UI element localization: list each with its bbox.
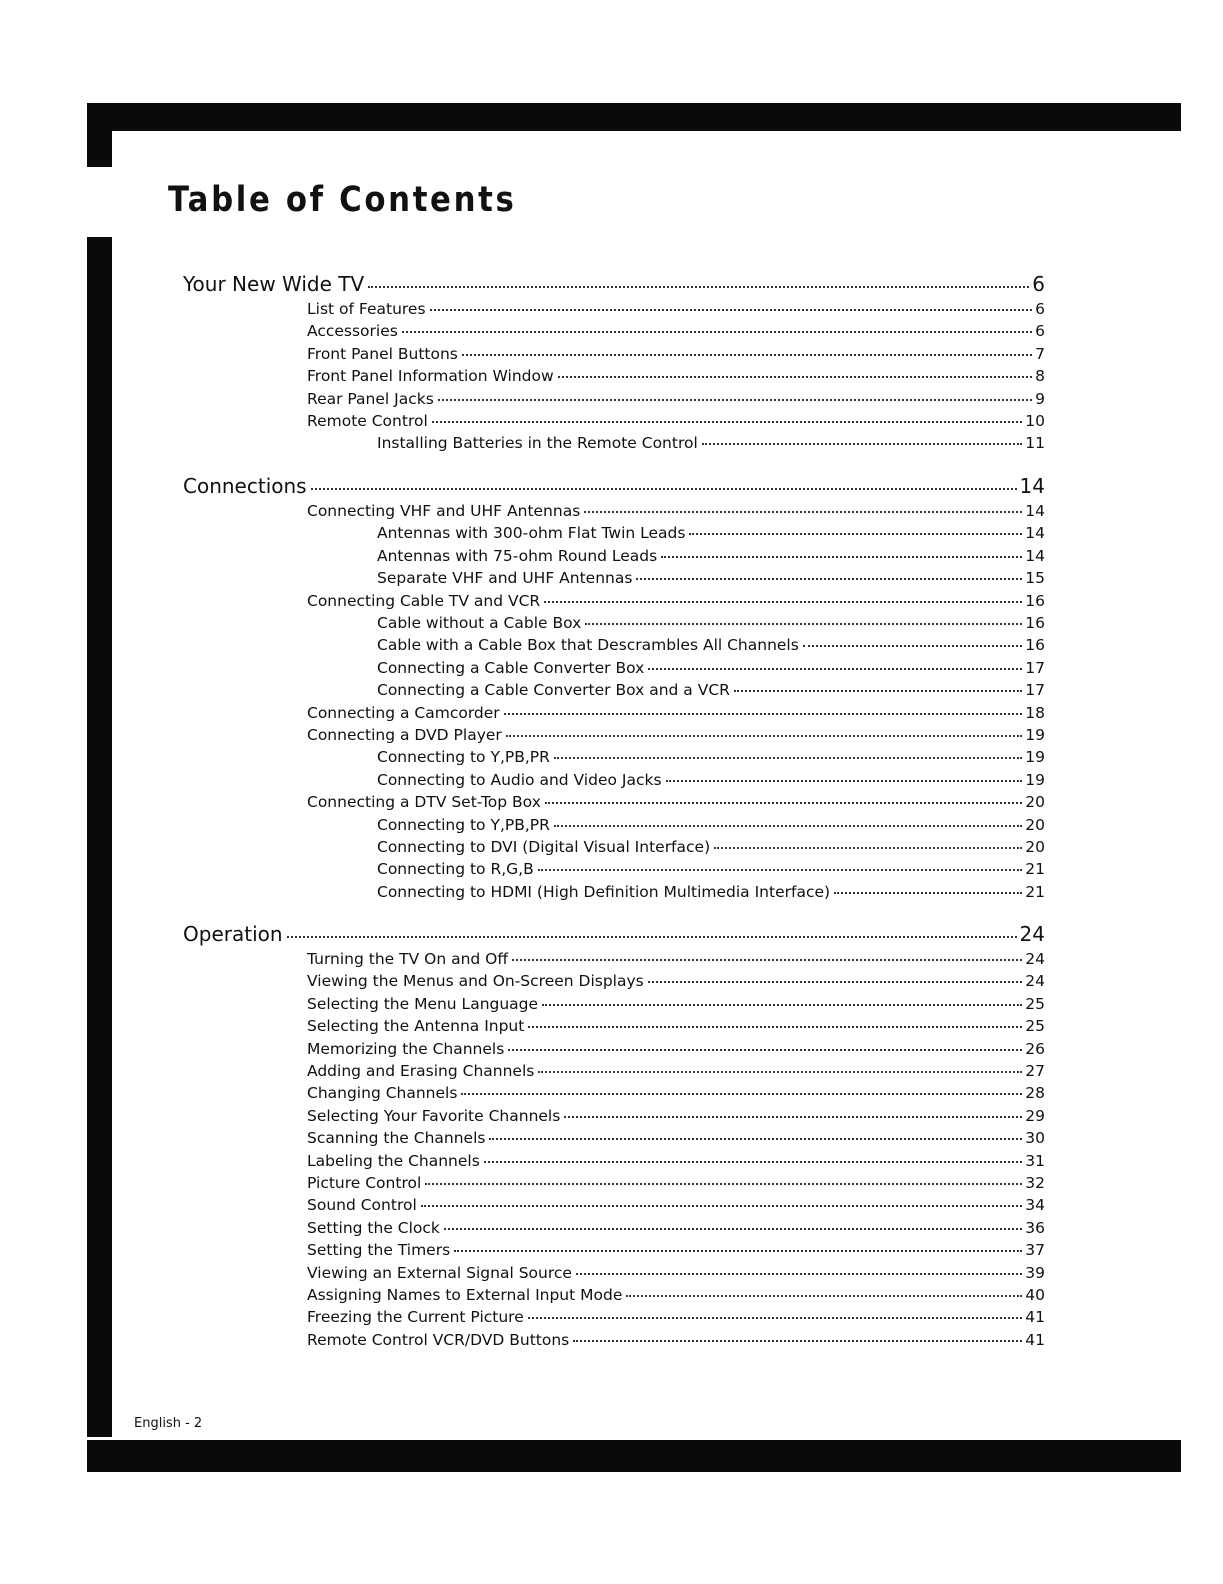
toc-leader-dots (714, 847, 1022, 849)
toc-entry-page: 41 (1025, 1308, 1045, 1327)
toc-entry[interactable] (307, 502, 1045, 524)
toc-leader-dots (626, 1295, 1022, 1297)
toc-entry-page: 36 (1025, 1218, 1045, 1237)
toc-entry-title: Accessories (307, 322, 398, 341)
toc-entry[interactable] (307, 1084, 1045, 1106)
toc-entry[interactable] (307, 1040, 1045, 1062)
toc-section[interactable] (183, 474, 1045, 500)
toc-entry[interactable] (377, 547, 1045, 569)
toc-entry-page: 21 (1025, 882, 1045, 901)
toc-entry-title: Connecting a Cable Converter Box (377, 658, 645, 677)
toc-entry[interactable] (307, 1286, 1045, 1308)
toc-entry-page: 6 (1035, 300, 1045, 318)
toc-entry-page: 41 (1025, 1330, 1045, 1349)
toc-entry-page: 16 (1025, 614, 1045, 632)
footer-bar (87, 1440, 1181, 1472)
left-edge-bar (87, 237, 112, 1437)
toc-entry-page: 16 (1025, 636, 1045, 655)
toc-leader-dots (484, 1161, 1022, 1163)
toc-entry-title: Connecting a DVD Player (307, 726, 502, 744)
toc-entry-page: 26 (1025, 1039, 1045, 1058)
toc-leader-dots (636, 578, 1022, 580)
toc-leader-dots (834, 892, 1022, 894)
toc-entry-title: Turning the TV On and Off (307, 950, 509, 968)
toc-entry[interactable] (307, 1196, 1045, 1218)
toc-entry[interactable] (307, 1331, 1045, 1353)
toc-entry-title: Connecting a Camcorder (307, 703, 500, 722)
toc-entry[interactable] (377, 569, 1045, 591)
toc-entry-page: 28 (1025, 1084, 1045, 1103)
toc-leader-dots (584, 511, 1022, 513)
toc-entry[interactable] (377, 681, 1045, 703)
toc-entry-page: 24 (1025, 950, 1045, 968)
toc-entry-page: 15 (1025, 569, 1045, 588)
toc-entry-title: Connecting to R,G,B (377, 860, 534, 879)
toc-entry-title: Front Panel Information Window (307, 367, 554, 386)
toc-leader-dots (438, 399, 1032, 401)
toc-leader-dots (421, 1205, 1023, 1207)
toc-leader-dots (287, 936, 1017, 938)
toc-entry-title: Freezing the Current Picture (307, 1308, 524, 1327)
toc-entry-page: 31 (1025, 1151, 1045, 1170)
toc-entry[interactable] (377, 860, 1045, 882)
toc-entry-title: Scanning the Channels (307, 1129, 486, 1148)
toc-leader-dots (432, 421, 1023, 423)
toc-entry-page: 32 (1025, 1174, 1045, 1192)
toc-entry-page: 37 (1025, 1241, 1045, 1260)
toc-entry-page: 25 (1025, 1017, 1045, 1036)
toc-entry-title: Connecting a Cable Converter Box and a VCR (377, 681, 730, 700)
toc-entry-title: Rear Panel Jacks (307, 389, 434, 408)
left-edge-bar-top (87, 103, 112, 167)
toc-section-page: 14 (1019, 474, 1045, 498)
toc-entry-page: 10 (1025, 412, 1045, 430)
toc-section-title: Operation (183, 922, 283, 946)
toc-leader-dots (661, 556, 1022, 558)
toc-entry-page: 19 (1025, 770, 1045, 789)
toc-entry-page: 14 (1025, 546, 1045, 565)
toc-entry-page: 19 (1025, 748, 1045, 767)
toc-entry-title: Connecting VHF and UHF Antennas (307, 502, 581, 520)
toc-entry-page: 8 (1035, 367, 1045, 386)
toc-section-title: Connections (183, 474, 307, 498)
toc-leader-dots (545, 802, 1022, 804)
toc-entry-title: Separate VHF and UHF Antennas (377, 569, 633, 588)
toc-section[interactable] (183, 272, 1045, 298)
toc-entry-title: Remote Control (307, 412, 428, 430)
toc-leader-dots (462, 354, 1032, 356)
toc-entry-title: Connecting to Audio and Video Jacks (377, 770, 662, 789)
toc-entry[interactable] (307, 972, 1045, 994)
toc-entry-title: Viewing an External Signal Source (307, 1263, 572, 1282)
toc-leader-dots (689, 533, 1022, 535)
toc-entry[interactable] (307, 412, 1045, 434)
toc-leader-dots (558, 376, 1032, 378)
toc-entry-page: 20 (1025, 815, 1045, 834)
toc-entry[interactable] (377, 816, 1045, 838)
toc-leader-dots (734, 690, 1022, 692)
toc-entry[interactable] (307, 793, 1045, 815)
toc-section-title: Your New Wide TV (183, 272, 365, 296)
toc-leader-dots (368, 286, 1029, 288)
toc-section-page: 24 (1019, 922, 1045, 946)
toc-entry-title: Setting the Clock (307, 1218, 440, 1237)
toc-leader-dots (538, 1071, 1022, 1073)
toc-leader-dots (528, 1317, 1023, 1319)
toc-entry-title: Connecting a DTV Set-Top Box (307, 793, 541, 812)
toc-section[interactable] (183, 922, 1045, 948)
toc-entry[interactable] (307, 1152, 1045, 1174)
toc-entry-page: 11 (1025, 434, 1045, 453)
toc-entry[interactable] (307, 704, 1045, 726)
toc-entry-title: Connecting to DVI (Digital Visual Interface) (377, 838, 711, 856)
toc-entry-page: 18 (1025, 703, 1045, 722)
page-title: Table of Contents (168, 180, 517, 220)
toc-leader-dots (585, 623, 1022, 625)
toc-leader-dots (544, 601, 1022, 603)
toc-leader-dots (528, 1026, 1022, 1028)
toc-entry[interactable] (307, 1129, 1045, 1151)
header-bar (87, 103, 1181, 131)
toc-entry-title: Picture Control (307, 1174, 422, 1192)
toc-entry[interactable] (307, 1107, 1045, 1129)
toc-entry-title: Labeling the Channels (307, 1151, 480, 1170)
toc-entry-title: Cable with a Cable Box that Descrambles All Channels (377, 636, 799, 655)
toc-leader-dots (554, 825, 1022, 827)
toc-entry-page: 24 (1025, 972, 1045, 991)
toc-entry[interactable] (307, 726, 1045, 748)
toc-leader-dots (576, 1273, 1022, 1275)
toc-leader-dots (508, 1049, 1022, 1051)
toc-leader-dots (538, 869, 1023, 871)
toc-entry-page: 27 (1025, 1062, 1045, 1080)
toc-leader-dots (803, 645, 1022, 647)
toc-entry-title: Sound Control (307, 1196, 417, 1215)
toc-entry[interactable] (377, 838, 1045, 860)
toc-entry-page: 20 (1025, 793, 1045, 812)
toc-leader-dots (461, 1093, 1022, 1095)
toc-entry-title: Setting the Timers (307, 1241, 451, 1260)
toc-entry-page: 17 (1025, 658, 1045, 677)
toc-entry-page: 9 (1035, 389, 1045, 408)
toc-entry[interactable] (307, 367, 1045, 389)
toc-entry-title: Remote Control VCR/DVD Buttons (307, 1330, 570, 1349)
toc-leader-dots (573, 1340, 1022, 1342)
toc-leader-dots (512, 959, 1022, 961)
toc-entry-page: 25 (1025, 994, 1045, 1013)
toc-entry-page: 29 (1025, 1106, 1045, 1125)
toc-entry[interactable] (307, 300, 1045, 322)
page-footer: English - 2 (134, 1416, 203, 1431)
toc-entry-title: Front Panel Buttons (307, 344, 458, 363)
toc-entry-page: 7 (1035, 344, 1045, 363)
toc-entry-title: Assigning Names to External Input Mode (307, 1286, 623, 1304)
toc-entry-title: Selecting Your Favorite Channels (307, 1106, 561, 1125)
toc-entry[interactable] (307, 1241, 1045, 1263)
toc-entry[interactable] (307, 1308, 1045, 1330)
toc-entry-title: Connecting to Y,PB,PR (377, 748, 550, 767)
toc-entry-title: Memorizing the Channels (307, 1039, 505, 1058)
toc-entry[interactable] (307, 345, 1045, 367)
toc-entry-page: 17 (1025, 681, 1045, 700)
toc-leader-dots (489, 1138, 1022, 1140)
toc-entry-title: Installing Batteries in the Remote Control (377, 434, 698, 453)
toc-leader-dots (666, 780, 1023, 782)
toc-entry-title: Cable without a Cable Box (377, 614, 582, 632)
toc-entry[interactable] (307, 592, 1045, 614)
toc-entry[interactable] (307, 1264, 1045, 1286)
toc-entry[interactable] (377, 748, 1045, 770)
toc-entry-title: Connecting to HDMI (High Definition Multimedia Interface) (377, 882, 831, 901)
toc-entry-page: 14 (1025, 502, 1045, 520)
toc-entry-page: 34 (1025, 1196, 1045, 1215)
toc-leader-dots (564, 1116, 1022, 1118)
toc-leader-dots (454, 1250, 1022, 1252)
toc-leader-dots (542, 1004, 1022, 1006)
toc-entry[interactable] (307, 995, 1045, 1017)
toc-leader-dots (504, 713, 1023, 715)
toc-leader-dots (648, 668, 1022, 670)
toc-leader-dots (444, 1228, 1022, 1230)
toc-entry-title: Adding and Erasing Channels (307, 1062, 535, 1080)
toc-leader-dots (425, 1183, 1022, 1185)
toc-leader-dots (311, 488, 1017, 490)
toc-entry[interactable] (307, 1174, 1045, 1196)
toc-entry[interactable] (377, 614, 1045, 636)
toc-entry-title: Selecting the Antenna Input (307, 1017, 525, 1036)
toc-entry[interactable] (377, 434, 1045, 456)
toc-entry-page: 20 (1025, 838, 1045, 856)
toc-leader-dots (506, 735, 1022, 737)
toc-entry[interactable] (377, 659, 1045, 681)
toc-leader-dots (430, 309, 1033, 311)
toc-entry[interactable] (307, 950, 1045, 972)
toc-entry[interactable] (377, 883, 1045, 905)
toc-entry-page: 6 (1035, 322, 1045, 341)
toc-leader-dots (554, 757, 1022, 759)
toc-entry-page: 40 (1025, 1286, 1045, 1304)
toc-section-page: 6 (1032, 272, 1045, 296)
toc-entry-title: Connecting Cable TV and VCR (307, 591, 541, 610)
toc-entry-title: Changing Channels (307, 1084, 458, 1103)
toc-entry-page: 21 (1025, 860, 1045, 879)
toc-leader-dots (648, 981, 1023, 983)
toc-leader-dots (702, 443, 1022, 445)
toc-entry[interactable] (307, 1017, 1045, 1039)
toc-entry-page: 16 (1025, 591, 1045, 610)
toc-entry[interactable] (307, 322, 1045, 344)
toc-leader-dots (402, 331, 1032, 333)
toc-entry-page: 30 (1025, 1129, 1045, 1148)
toc-entry[interactable] (307, 390, 1045, 412)
toc-entry-page: 19 (1025, 726, 1045, 744)
toc-entry[interactable] (377, 636, 1045, 658)
toc-entry-title: Connecting to Y,PB,PR (377, 815, 550, 834)
toc-entry-title: Selecting the Menu Language (307, 994, 539, 1013)
toc-entry[interactable] (377, 524, 1045, 546)
toc-entry-title: Antennas with 75-ohm Round Leads (377, 546, 658, 565)
toc-entry-title: List of Features (307, 300, 426, 318)
toc-entry-page: 39 (1025, 1263, 1045, 1282)
toc-entry-page: 14 (1025, 524, 1045, 543)
toc-entry[interactable] (307, 1062, 1045, 1084)
toc-entry[interactable] (307, 1219, 1045, 1241)
toc-entry[interactable] (377, 771, 1045, 793)
toc-entry-title: Antennas with 300-ohm Flat Twin Leads (377, 524, 686, 543)
toc-entry-title: Viewing the Menus and On-Screen Displays (307, 972, 644, 991)
